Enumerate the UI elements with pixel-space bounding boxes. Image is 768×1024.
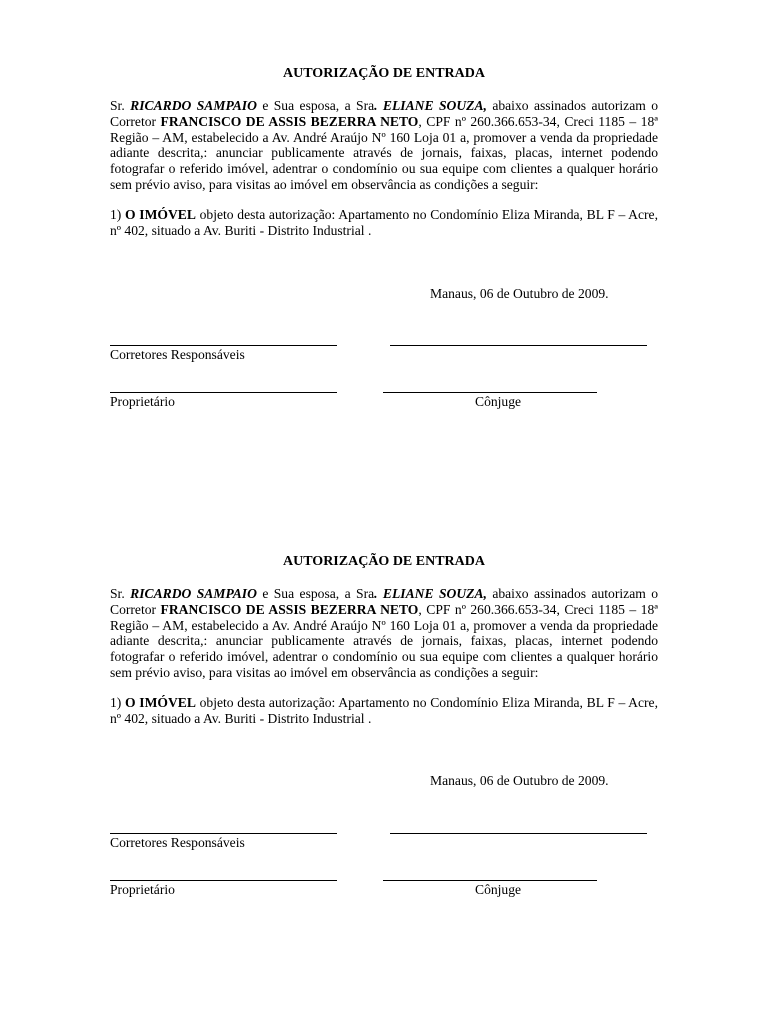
signature-line-brokers bbox=[110, 833, 337, 834]
signature-line-spouse bbox=[383, 392, 597, 393]
intro-paragraph: Sr. RICARDO SAMPAIO e Sua esposa, a Sra. ELIANE SOUZA, abaixo assinados autorizam o Corretor FRANCISCO DE ASSIS BEZERRA NETO, CPF nº 260.366.653-34, Creci 1185 – 18ª Região – AM, estabelecido a Av. André Araújo Nº 160 Loja 01 a, promover a venda da propriedade adiante descrita,: anunciar publicamente através de jornais, faixas, placas, internet podendo fotografar o referido imóvel, adentrar o condomínio ou sua equipe com clientes a qualquer horário sem prévio aviso, para visitas ao imóvel em observância as condições a seguir: bbox=[110, 98, 659, 192]
label-brokers: Corretores Responsáveis bbox=[110, 835, 245, 850]
date-line: Manaus, 06 de Outubro de 2009. bbox=[430, 286, 609, 301]
label-spouse: Cônjuge bbox=[475, 882, 522, 897]
property-item: 1) O IMÓVEL objeto desta autorização: Apartamento no Condomínio Eliza Miranda, BL F – Acre, nº 402, situado a Av. Buriti - Distrito Industrial . bbox=[110, 695, 658, 726]
label-owner: Proprietário bbox=[110, 394, 175, 409]
date-line: Manaus, 06 de Outubro de 2009. bbox=[430, 773, 609, 788]
property-item: 1) O IMÓVEL objeto desta autorização: Apartamento no Condomínio Eliza Miranda, BL F – Acre, nº 402, situado a Av. Buriti - Distrito Industrial . bbox=[110, 207, 658, 238]
signature-line-broker-2 bbox=[390, 345, 647, 346]
document-title: AUTORIZAÇÃO DE ENTRADA bbox=[283, 66, 485, 81]
broker-name: FRANCISCO DE ASSIS BEZERRA NETO bbox=[160, 601, 419, 617]
signature-line-brokers bbox=[110, 345, 337, 346]
signature-line-spouse bbox=[383, 880, 597, 881]
signature-line-owner bbox=[110, 880, 337, 881]
label-spouse: Cônjuge bbox=[475, 394, 522, 409]
spouse-name: . ELIANE SOUZA, bbox=[374, 586, 487, 601]
label-owner: Proprietário bbox=[110, 882, 175, 897]
signature-line-broker-2 bbox=[390, 833, 647, 834]
spouse-name: . ELIANE SOUZA, bbox=[374, 98, 487, 113]
broker-name: FRANCISCO DE ASSIS BEZERRA NETO bbox=[160, 113, 419, 129]
property-label: O IMÓVEL bbox=[125, 207, 196, 222]
intro-paragraph: Sr. RICARDO SAMPAIO e Sua esposa, a Sra. ELIANE SOUZA, abaixo assinados autorizam o Corretor FRANCISCO DE ASSIS BEZERRA NETO, CPF nº 260.366.653-34, Creci 1185 – 18ª Região – AM, estabelecido a Av. André Araújo Nº 160 Loja 01 a, promover a venda da propriedade adiante descrita,: anunciar publicamente através de jornais, faixas, placas, internet podendo fotografar o referido imóvel, adentrar o condomínio ou sua equipe com clientes a qualquer horário sem prévio aviso, para visitas ao imóvel em observância as condições a seguir: bbox=[110, 586, 659, 680]
owner-name: RICARDO SAMPAIO bbox=[130, 586, 257, 601]
property-label: O IMÓVEL bbox=[125, 695, 196, 710]
owner-name: RICARDO SAMPAIO bbox=[130, 98, 257, 113]
document-title: AUTORIZAÇÃO DE ENTRADA bbox=[283, 554, 485, 569]
signature-line-owner bbox=[110, 392, 337, 393]
label-brokers: Corretores Responsáveis bbox=[110, 347, 245, 362]
